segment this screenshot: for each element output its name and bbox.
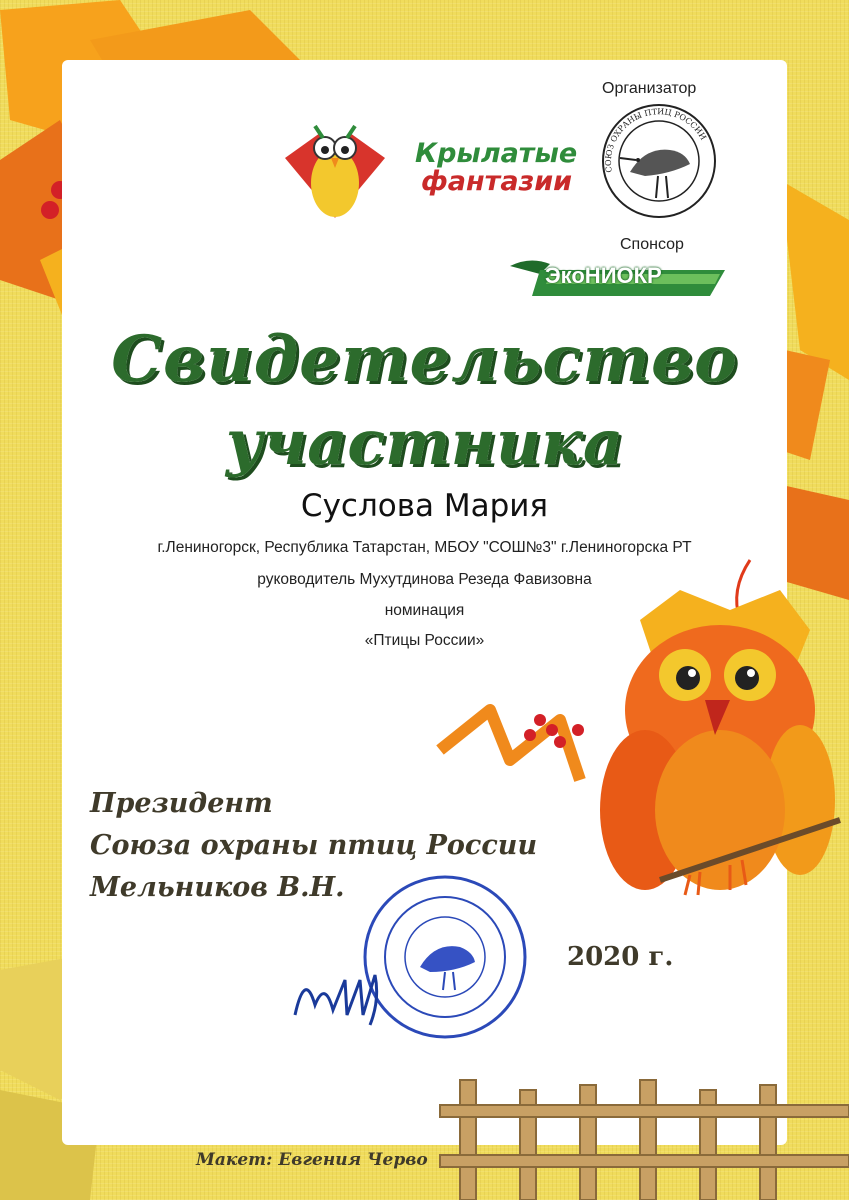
signatory-organization: Союза охраны птиц России xyxy=(90,830,538,861)
signatory-name: Мельников В.Н. xyxy=(90,872,345,903)
organizer-bird-logo-icon xyxy=(600,102,718,220)
owl-logo-icon xyxy=(275,118,395,223)
year-label: 2020 г. xyxy=(567,942,674,972)
organizer-label: Организатор xyxy=(602,80,697,97)
rowan-berries-icon xyxy=(430,690,630,800)
participant-location: г.Лениногорск, Республика Татарстан, МБОУ "СОШ№3" г.Лениногорска РТ xyxy=(157,539,692,556)
brand-line2: фантазии xyxy=(421,166,573,197)
participant-name: Суслова Мария xyxy=(300,488,549,524)
sponsor-label: Спонсор xyxy=(620,236,684,253)
nomination-value: «Птицы России» xyxy=(364,632,485,649)
signatory-title: Президент xyxy=(90,788,273,819)
brand-title xyxy=(415,140,577,196)
owl-illustration-icon xyxy=(600,560,849,920)
supervisor: руководитель Мухутдинова Резеда Фавизовна xyxy=(257,571,592,588)
organizer-logo-text: СОЮЗ ОХРАНЫ ПТИЦ РОССИИ xyxy=(603,107,708,174)
layout-credit: Макет: Евгения Червo xyxy=(196,1150,428,1170)
fence-icon xyxy=(440,1070,849,1200)
certificate-title-line2: участника xyxy=(225,406,624,479)
signature-icon xyxy=(285,960,395,1030)
certificate-title-line1: Свидетельство xyxy=(111,322,738,397)
brand-line1: Крылатые xyxy=(415,138,578,169)
nomination-label: номинация xyxy=(384,602,465,619)
sponsor-name: ЭкоНИОКР xyxy=(545,263,662,288)
